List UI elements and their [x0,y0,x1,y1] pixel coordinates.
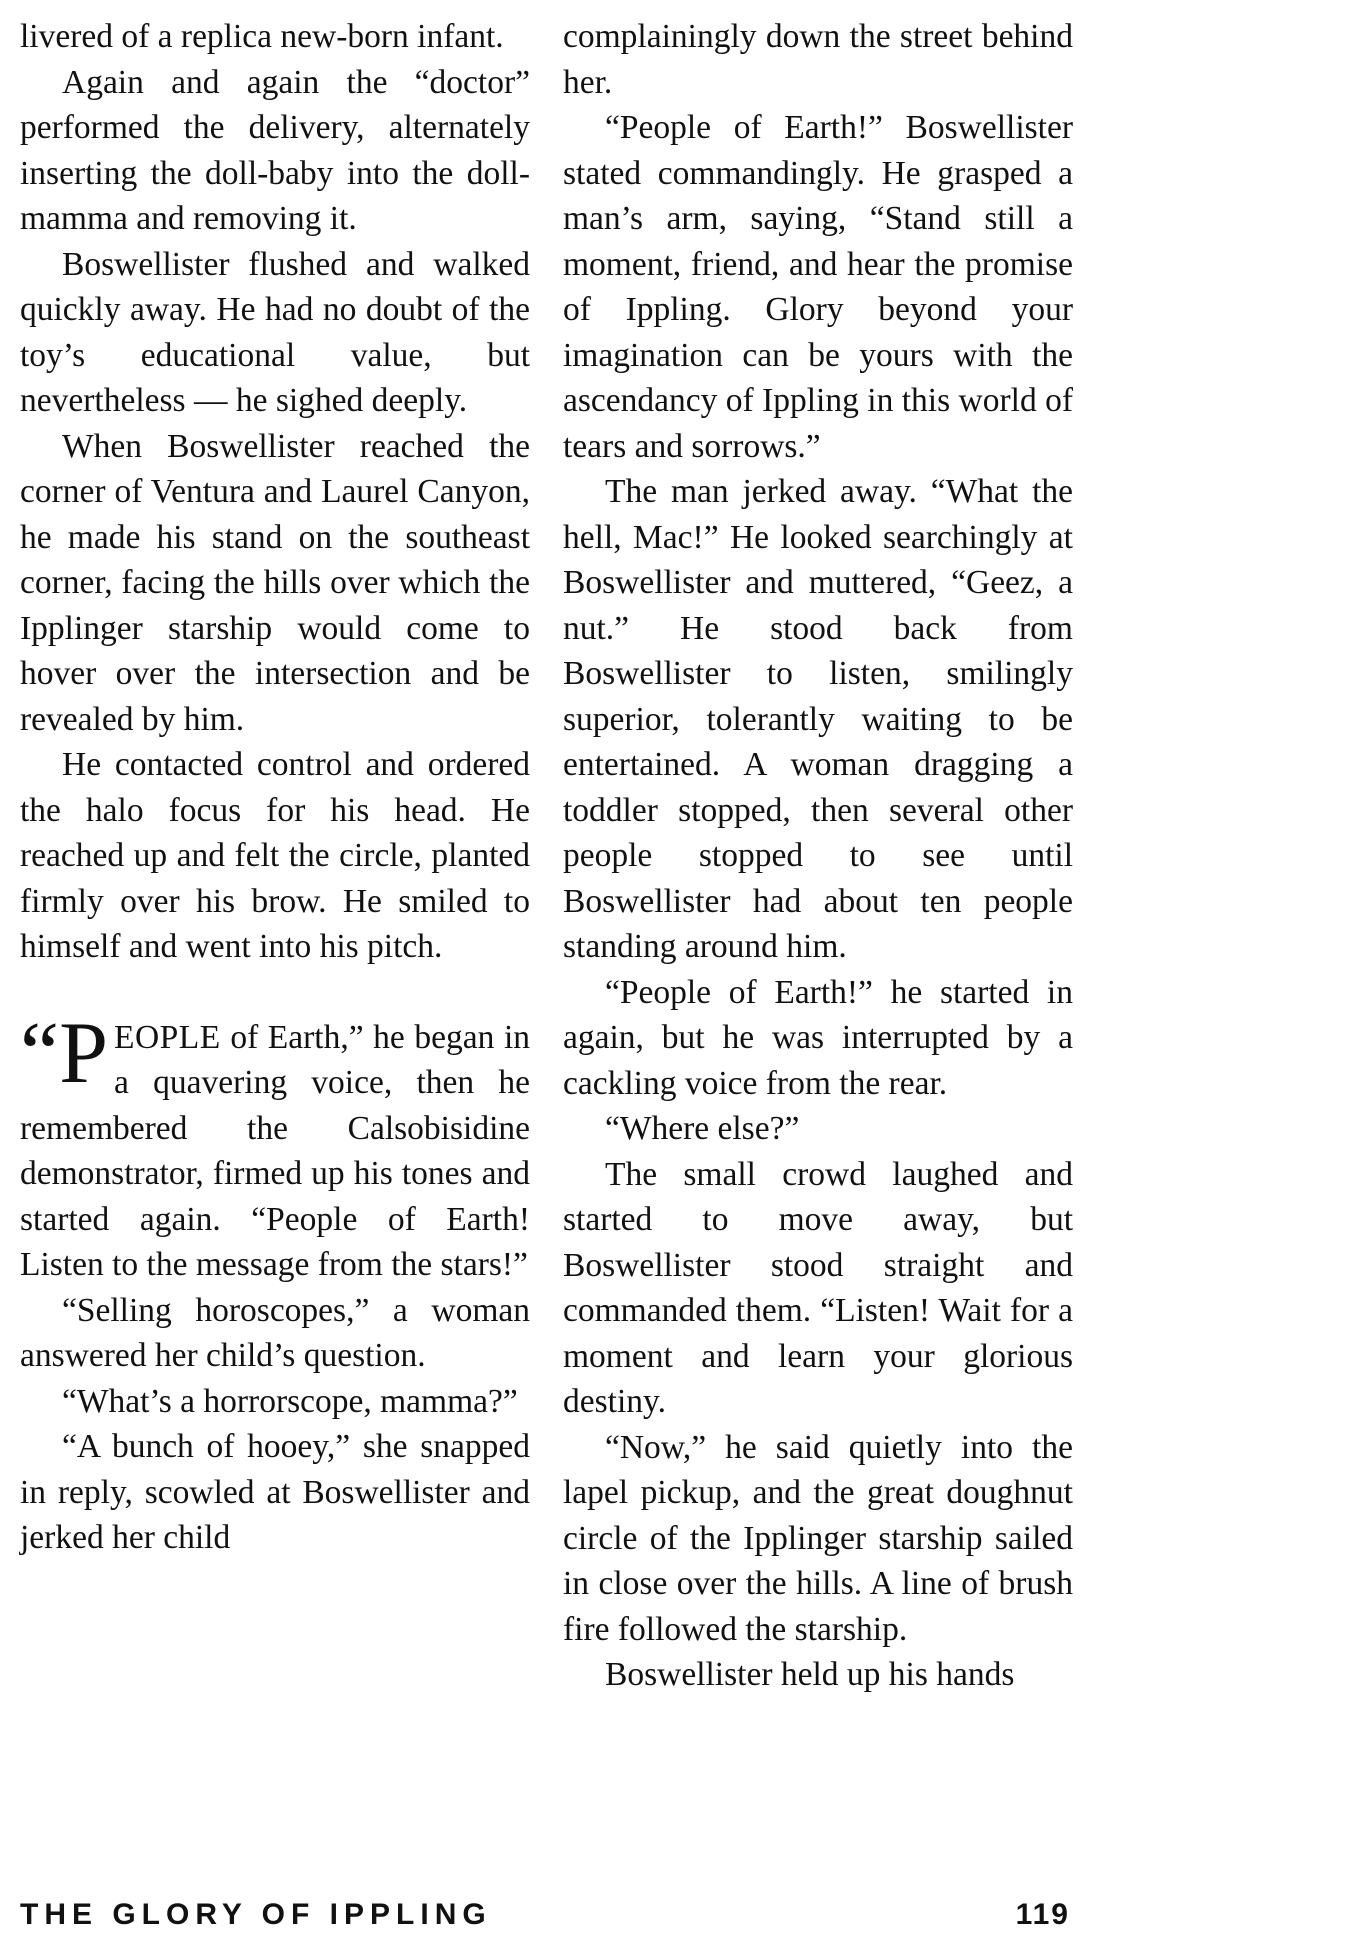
paragraph: “Now,” he said quietly into the lapel pickup, and the great doughnut circle of the Ipplinger starship sailed in close over the hills. A line of brush fire followed the starship. [563,1428,1073,1648]
paragraph-text: of Earth,” he began in a quavering voice, then he remembered the Calsobisidine demonstrator, firmed up his tones and started again. “People of Earth! Listen to the message from the stars!” [20,1018,530,1283]
drop-cap-letter: P [59,1004,109,1102]
page-number: 119 [1015,1898,1070,1931]
paragraph: “Where else?” [605,1110,800,1147]
opening-quote-mark: “ [20,1004,60,1102]
paragraph: The man jerked away. “What the hell, Mac!” He looked searchingly at Boswellister and muttered, “Geez, a nut.” He stood back from Boswellister to listen, smilingly superior, tolerantly waiting to be entertained. A woman dragging a toddler stopped, then several other people stopped to see until Boswellister had about ten people standing around him. [563,473,1073,965]
paragraph: “People of Earth!” he started in again, but he was interrupted by a cackling voice from the rear. [563,973,1073,1102]
page-footer [20,1898,1070,1938]
section-opening-paragraph [20,1004,530,1288]
running-title: THE GLORY OF IPPLING [20,1898,492,1931]
drop-cap [20,1004,109,1102]
paragraph: “Selling horoscopes,” a woman answered her child’s question. [20,1291,530,1374]
paragraph: He contacted control and ordered the halo focus for his head. He reached up and felt the circle, planted firmly over his brow. He smiled to himself and went into his pitch. [20,746,530,965]
paragraph: “People of Earth!” Boswellister stated commandingly. He grasped a man’s arm, saying, “Stand still a moment, friend, and hear the promise of Ippling. Glory beyond your imagination can be yours with the ascendancy of Ippling in this world of tears and sorrows.” [563,109,1073,465]
lead-in-caps: EOPLE [114,1018,221,1056]
paragraph: complainingly down the street behind her. [563,18,1073,101]
paragraph: When Boswellister reached the corner of Ventura and Laurel Canyon, he made his stand on the southeast corner, facing the hills over which the Ipplinger starship would come to hover over the intersection and be revealed by him. [20,427,530,738]
paragraph: Boswellister held up his hands [605,1656,1015,1693]
paragraph: “A bunch of hooey,” she snapped in reply, scowled at Boswellister and jerked her child [20,1428,530,1556]
left-column [20,14,530,1561]
right-column [563,14,1073,1698]
paragraph: The small crowd laughed and started to move away, but Boswellister stood straight and commanded them. “Listen! Wait for a moment and learn your glorious destiny. [563,1155,1073,1420]
paragraph: livered of a replica new-born infant. [20,18,504,55]
paragraph: Boswellister flushed and walked quickly away. He had no doubt of the toy’s educational value, but nevertheless — he sighed deeply. [20,245,530,419]
paragraph: “What’s a horrorscope, mamma?” [62,1382,518,1420]
paragraph: Again and again the “doctor” performed the delivery, alternately inserting the doll-baby into the doll-mamma and removing it. [20,63,530,237]
